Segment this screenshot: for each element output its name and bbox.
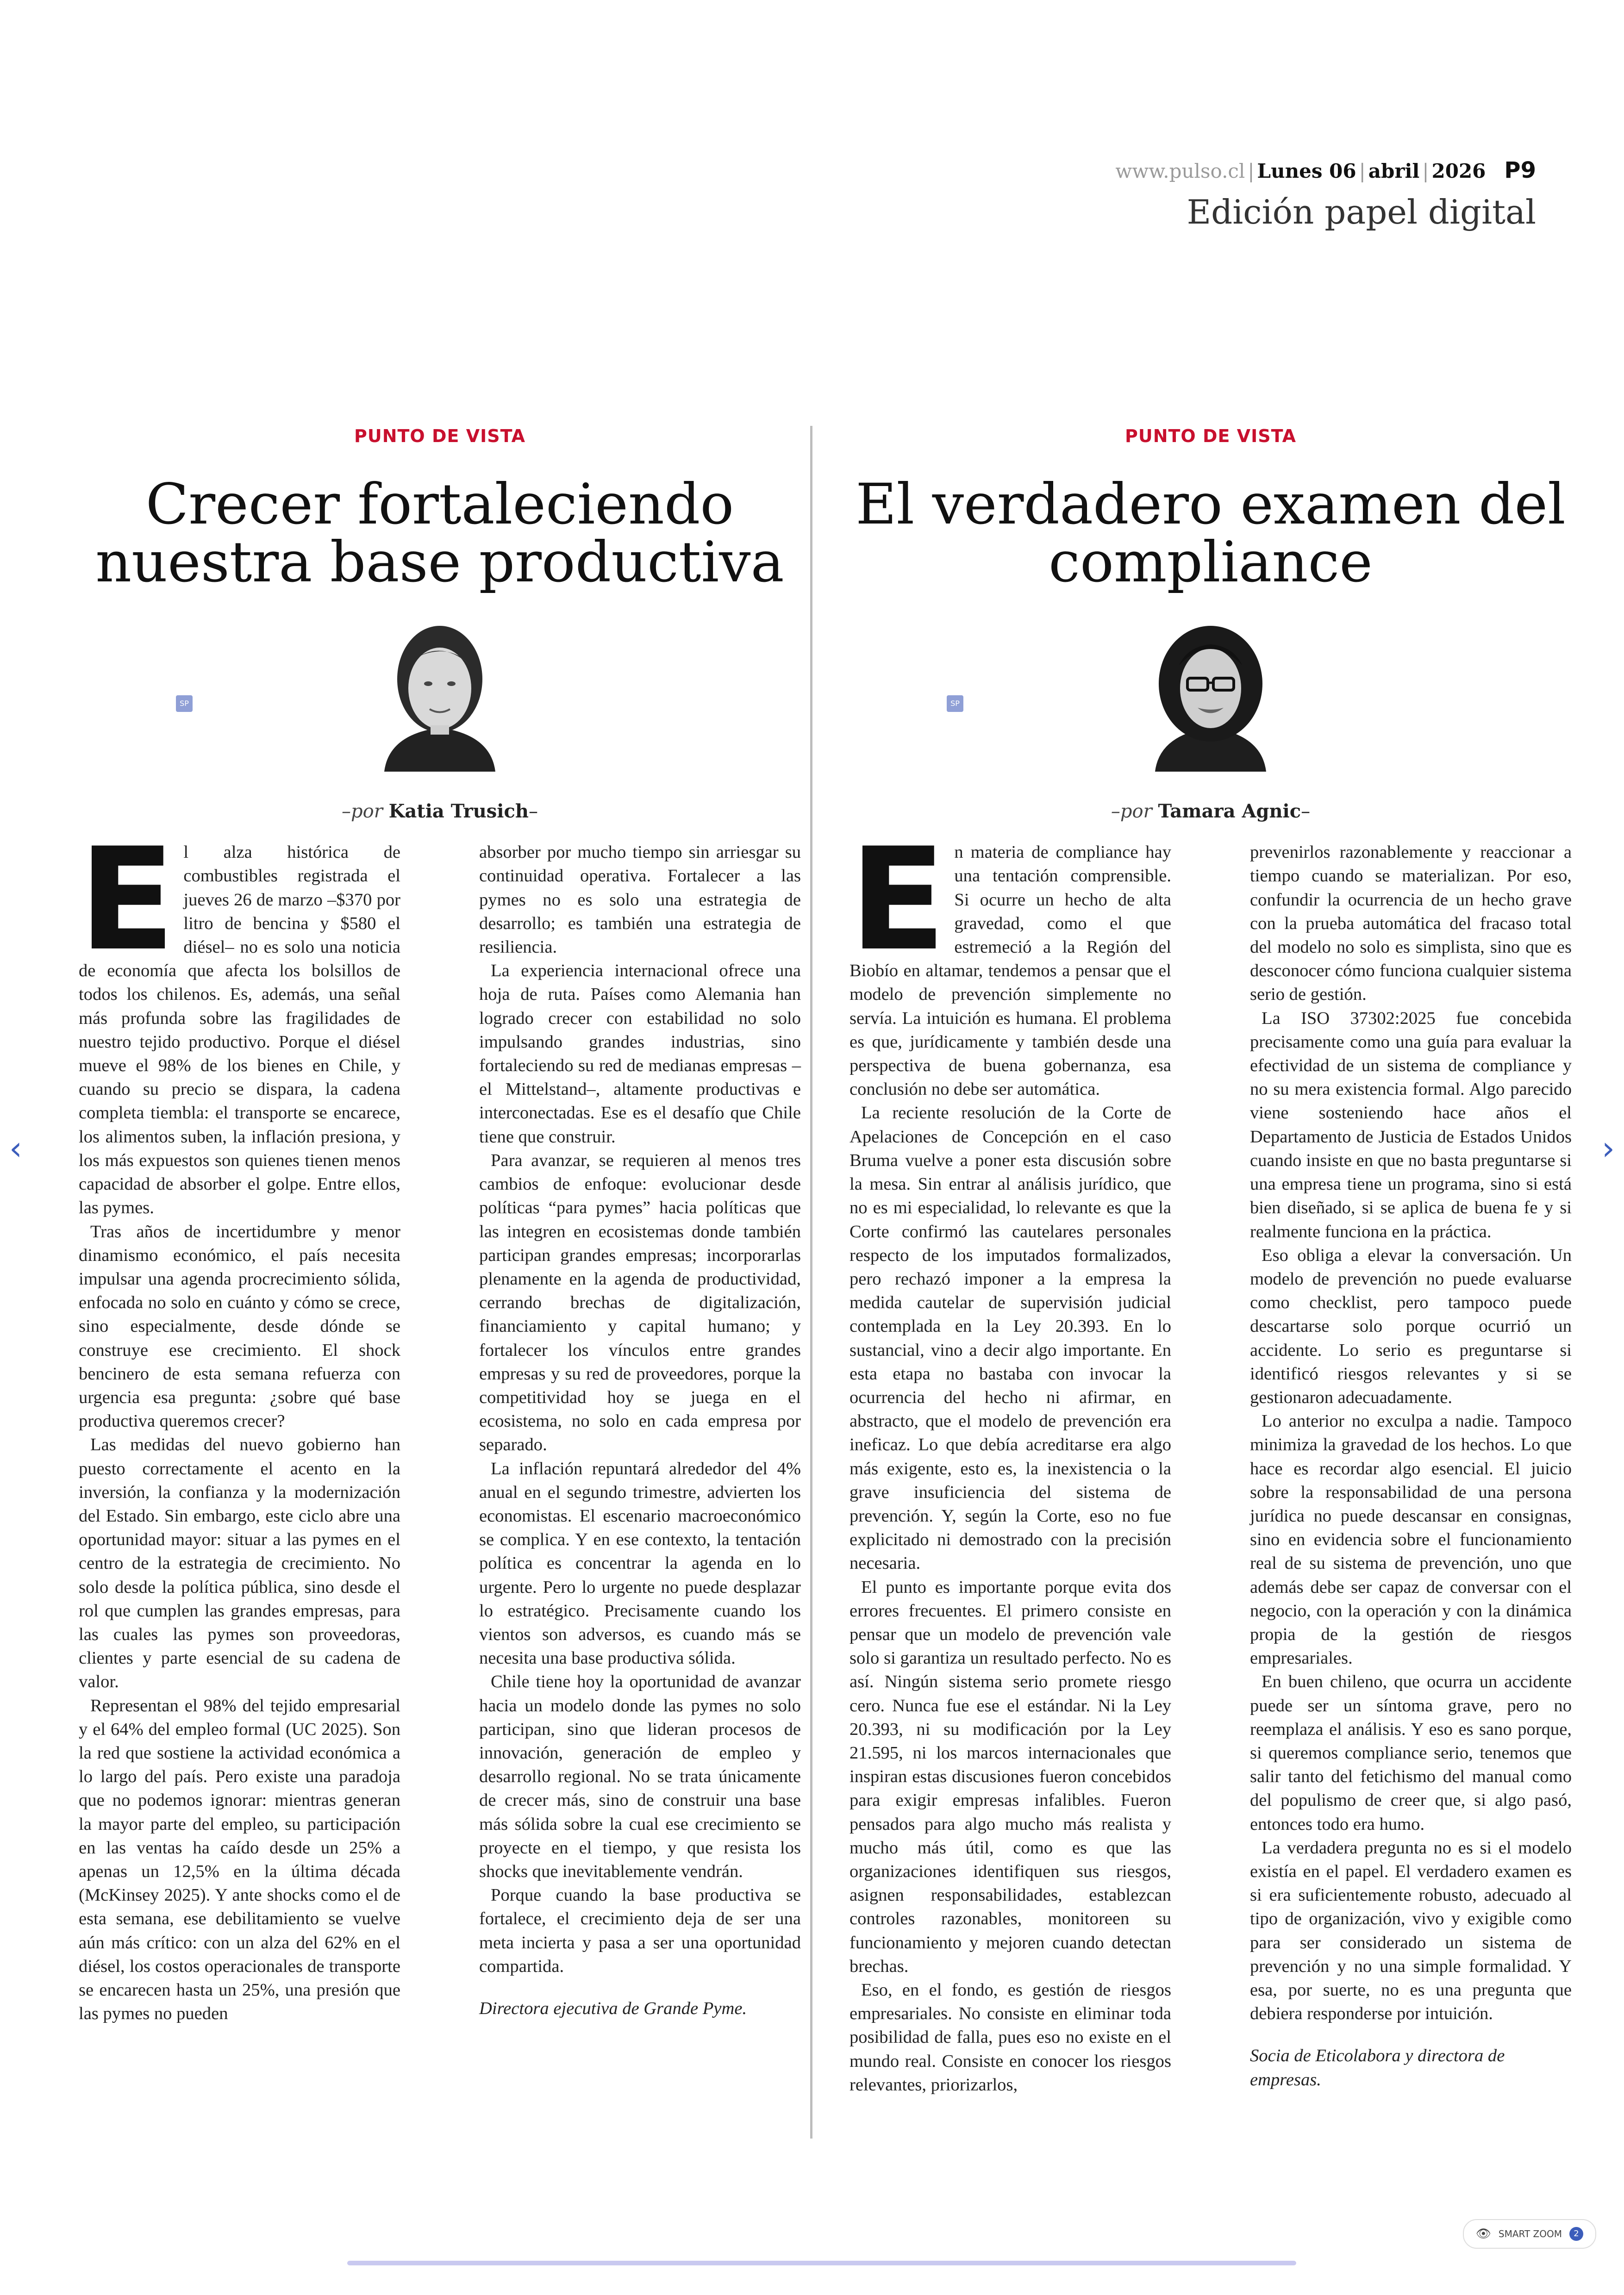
headline: Crecer fortaleciendo nuestra base productiva <box>95 472 784 595</box>
article-crecer <box>79 426 801 2026</box>
paragraph: En buen chileno, que ocurra un accidente puede ser un síntoma grave, pero no reemplaza el análisis. Y eso es sano porque, si queremos compliance serio, tenemos que salir tanto del fetichismo del manual como del populismo de creer que, si algo pasó, entonces todo era humo. <box>1250 1672 1572 1834</box>
body-column-2 <box>1250 841 1572 2097</box>
date-day: Lunes 06 <box>1257 160 1356 182</box>
paragraph: Tras años de incertidumbre y menor dinamismo económico, el país necesita impulsar una agenda procrecimiento sólida, enfocada no solo en cuánto y cómo se crece, sino especialmente, desde dónde se construye ese crecimiento. El shock bencinero de esta semana refuerza con urgencia esa pregunta: ¿sobre qué base productiva queremos crecer? <box>79 1222 400 1431</box>
body-column-1 <box>849 817 1171 2097</box>
paragraph: Porque cuando la base productiva se fortalece, el crecimiento deja de ser una meta incierta y pasa a ser una oportunidad compartida. <box>479 1885 801 1976</box>
byline: –por Tamara Agnic– <box>1111 800 1311 823</box>
column-divider <box>810 426 812 2139</box>
paragraph: El alza histórica de combustibles registrada el jueves 26 de marzo –$370 por litro de bencina y $580 el diésel– no es solo una noticia de economía que afecta los bolsillos de todos los chilenos. Es, además, una señal más profunda sobre las fragilidades de nuestro tejido productivo. Porque el diésel mueve el 98% de los bienes en Chile, y cuando su precio se dispara, la cadena completa tiembla: el transporte se encarece, los alimentos suben, la inflación presiona, y los más expuestos son quienes tienen menos capacidad de absorber el golpe. Entre ellos, las pymes. <box>79 817 400 1218</box>
body-column-2 <box>479 841 801 2026</box>
body-column-1 <box>79 817 400 2026</box>
author-photo <box>370 619 509 772</box>
paragraph: La experiencia internacional ofrece una hoja de ruta. Países como Alemania han logrado crecer con estabilidad no solo impulsando grandes industrias, sino fortaleciendo su red de medianas empresas –el Mittelstand–, altamente productivas e interconectadas. Ese es el desafío que Chile tiene que construir. <box>479 961 801 1147</box>
paragraph: Representan el 98% del tejido empresarial y el 64% del empleo formal (UC 2025). Son la red que sostiene la actividad económica a lo largo del país. Pero existe una paradoja que no podemos ignorar: mientras generan la mayor parte del empleo, su participación en las ventas ha caído desde un 25% a apenas un 12,5% en la última década (McKinsey 2025). Y ante shocks como el de esta semana, ese debilitamiento se vuelve aún más crítico: con un alza del 62% en el diésel, los costos operacionales de transporte se encarecen hasta un 25%, una presión que las pymes no pueden <box>79 1696 400 2024</box>
kicker: PUNTO DE VISTA <box>1125 426 1296 446</box>
image-tag-icon[interactable]: SP <box>947 695 963 712</box>
byline: –por Katia Trusich– <box>342 800 538 823</box>
smart-zoom-label: SMART ZOOM <box>1498 2228 1562 2239</box>
paragraph: Las medidas del nuevo gobierno han puesto correctamente el acento en la inversión, la confianza y la modernización del Estado. Sin embargo, este ciclo abre una oportunidad mayor: situar a las pymes en el centro de la estrategia de crecimiento. No solo desde la política pública, sino desde el rol que cumplen las grandes empresas, para las cuales las pymes son proveedoras, clientes y parte esencial de su cadena de valor. <box>79 1435 400 1692</box>
paragraph: La inflación repuntará alrededor del 4% anual en el segundo trimestre, advierten los economistas. El escenario macroeconómico se complica. Y en ese contexto, la tentación política es concentrar la agenda en lo urgente. Pero lo urgente no puede desplazar lo estratégico. Precisamente cuando los vientos son adversos, es cuando más se necesita una base productiva sólida. <box>479 1459 801 1668</box>
page-header <box>1115 157 1536 231</box>
author-signature: Socia de Eticolabora y directora de empresas. <box>1250 2046 1505 2089</box>
paragraph: Lo anterior no exculpa a nadie. Tampoco minimiza la gravedad de los hechos. Lo que hace es recordar algo esencial. El juicio sobre la responsabilidad de una persona jurídica no puede descansar en consignas, sino en evidencia sobre el funcionamiento real de su sistema de prevención, uno que además debe ser capaz de conversar con el negocio, con la operación y con la dinámica propia de la gestión de riesgos empresariales. <box>1250 1411 1572 1668</box>
article-compliance <box>849 426 1572 2097</box>
smart-zoom-button[interactable] <box>1463 2219 1596 2249</box>
author-photo <box>1141 619 1280 772</box>
paragraph: absorber por mucho tiempo sin arriesgar su continuidad operativa. Fortalecer a las pymes no es solo una estrategia de desarrollo; es también una estrategia de resiliencia. <box>479 842 801 957</box>
paragraph: La ISO 37302:2025 fue concebida precisamente como una guía para evaluar la efectividad de un sistema de compliance y no su mera existencia formal. Algo parecido viene sosteniendo hace años el Departamento de Justicia de Estados Unidos cuando insiste en que no basta preguntarse si una empresa tiene un programa, sino si está bien diseñado, si se aplica de buena fe y si realmente funciona en la práctica. <box>1250 1008 1572 1241</box>
author-name: Tamara Agnic <box>1158 800 1301 823</box>
paragraph: prevenirlos razonablemente y reaccionar a tiempo cuando se materializan. Por eso, confundir la ocurrencia de un hecho grave con la prueba automática del fracaso total del modelo no solo es simplista, sino que es desconocer cómo funciona cualquier sistema serio de gestión. <box>1250 842 1572 1004</box>
date-month: abril <box>1368 160 1420 182</box>
article-body <box>849 817 1572 2097</box>
headline: El verdadero examen del compliance <box>856 472 1566 595</box>
paragraph: Eso obliga a elevar la conversación. Un modelo de prevención no puede evaluarse como checklist, pero tampoco puede descartarse solo porque ocurrió un accidente. Lo serio es preguntarse si identificó riesgos relevantes y si se gestionaron adecuadamente. <box>1250 1245 1572 1407</box>
drop-cap: E <box>79 817 175 982</box>
author-portrait-area <box>79 619 801 772</box>
image-tag-icon[interactable]: SP <box>176 695 193 712</box>
author-portrait-area <box>849 619 1572 772</box>
drop-cap: E <box>849 817 946 982</box>
author-signature: Directora ejecutiva de Grande Pyme. <box>479 1999 747 2018</box>
header-meta: www.pulso.cl | Lunes 06 | abril | 2026 P9 <box>1115 157 1536 183</box>
kicker: PUNTO DE VISTA <box>354 426 525 446</box>
page-number: P9 <box>1504 157 1536 183</box>
article-body <box>79 817 801 2026</box>
paragraph: Chile tiene hoy la oportunidad de avanzar hacia un modelo donde las pymes no solo participan, sino que lideran procesos de innovación, generación de empleo y desarrollo regional. No se trata únicamente de crecer más, sino de construir una base más sólida sobre la cual ese crecimiento se proyecte en el tiempo, y que resista los shocks que inevitablemente vendrán. <box>479 1672 801 1881</box>
paragraph: Eso, en el fondo, es gestión de riesgos empresariales. No consiste en eliminar toda posibilidad de falla, pues eso no existe en el mundo real. Consiste en conocer los riesgos relevantes, priorizarlos, <box>849 1980 1171 2095</box>
edition-label: Edición papel digital <box>1187 193 1536 231</box>
horizontal-scrollbar[interactable] <box>347 2261 1296 2265</box>
next-page-chevron-icon[interactable]: › <box>1602 1129 1615 1167</box>
eye-icon: 👁 <box>1475 2227 1491 2241</box>
site-url[interactable]: www.pulso.cl <box>1115 160 1245 182</box>
previous-page-chevron-icon[interactable]: ‹ <box>9 1129 22 1167</box>
paragraph: La reciente resolución de la Corte de Apelaciones de Concepción en el caso Bruma vuelve a poner esta discusión sobre la mesa. Sin entrar al análisis jurídico, que no es mi especialidad, lo relevante es que la Corte confirmó las cautelares personales respecto de los imputados formalizados, pero rechazó imponer a la empresa la medida cautelar de supervisión judicial contemplada en la Ley 20.393. En lo sustancial, vino a decir algo importante. En esta etapa no bastaba con invocar la ocurrencia del hecho ni afirmar, en abstracto, que el modelo de prevención era ineficaz. Lo que debía acreditarse era algo más exigente, esto es, la inexistencia o la grave insuficiencia del sistema de prevención. Y, según la Corte, eso no fue explicitado ni demostrado con la precisión necesaria. <box>849 1103 1171 1573</box>
author-name: Katia Trusich <box>388 800 529 823</box>
paragraph: En materia de compliance hay una tentación comprensible. Si ocurre un hecho de alta gravedad, como el que estremeció a la Región del Biobío en altamar, tendemos a pensar que el modelo de prevención simplemente no servía. La intuición es humana. El problema es que, jurídicamente y también desde una perspectiva de buena gobernanza, esa conclusión no debe ser automática. <box>849 817 1171 1099</box>
smart-zoom-count-badge: 2 <box>1569 2227 1583 2241</box>
paragraph: La verdadera pregunta no es si el modelo existía en el papel. El verdadero examen es si era suficientemente robusto, adecuado al tipo de organización, vivo y exigible como para ser considerado un sistema de prevención y no una simple formalidad. Y esa, por suerte, no es una pregunta que debiera responderse por intuición. <box>1250 1838 1572 2024</box>
date-year: 2026 <box>1431 160 1486 182</box>
paragraph: Para avanzar, se requieren al menos tres cambios de enfoque: evolucionar desde políticas “para pymes” hacia políticas que las integren en ecosistemas donde también participan grandes empresas; incorporarlas plenamente en la agenda de productividad, cerrando brechas de digitalización, financiamiento y capital humano; y fortalecer los vínculos entre grandes empresas y su red de proveedores, porque la competitividad hoy se juega en el ecosistema, no solo en cada empresa por separado. <box>479 1150 801 1455</box>
paragraph: El punto es importante porque evita dos errores frecuentes. El primero consiste en pensar que un modelo de prevención vale solo si garantiza un resultado perfecto. No es así. Ningún sistema serio promete riesgo cero. Nunca fue ese el estándar. Ni la Ley 20.393, ni su modificación por la Ley 21.595, ni los marcos internacionales que inspiran estas discusiones fueron concebidos para exigir empresas infalibles. Fueron pensados para algo mucho más realista y mucho más útil, como es que las organizaciones identifiquen sus riesgos, asignen responsabilidades, establezcan controles razonables, monitoreen su funcionamiento y mejoren cuando detectan brechas. <box>849 1577 1171 1976</box>
